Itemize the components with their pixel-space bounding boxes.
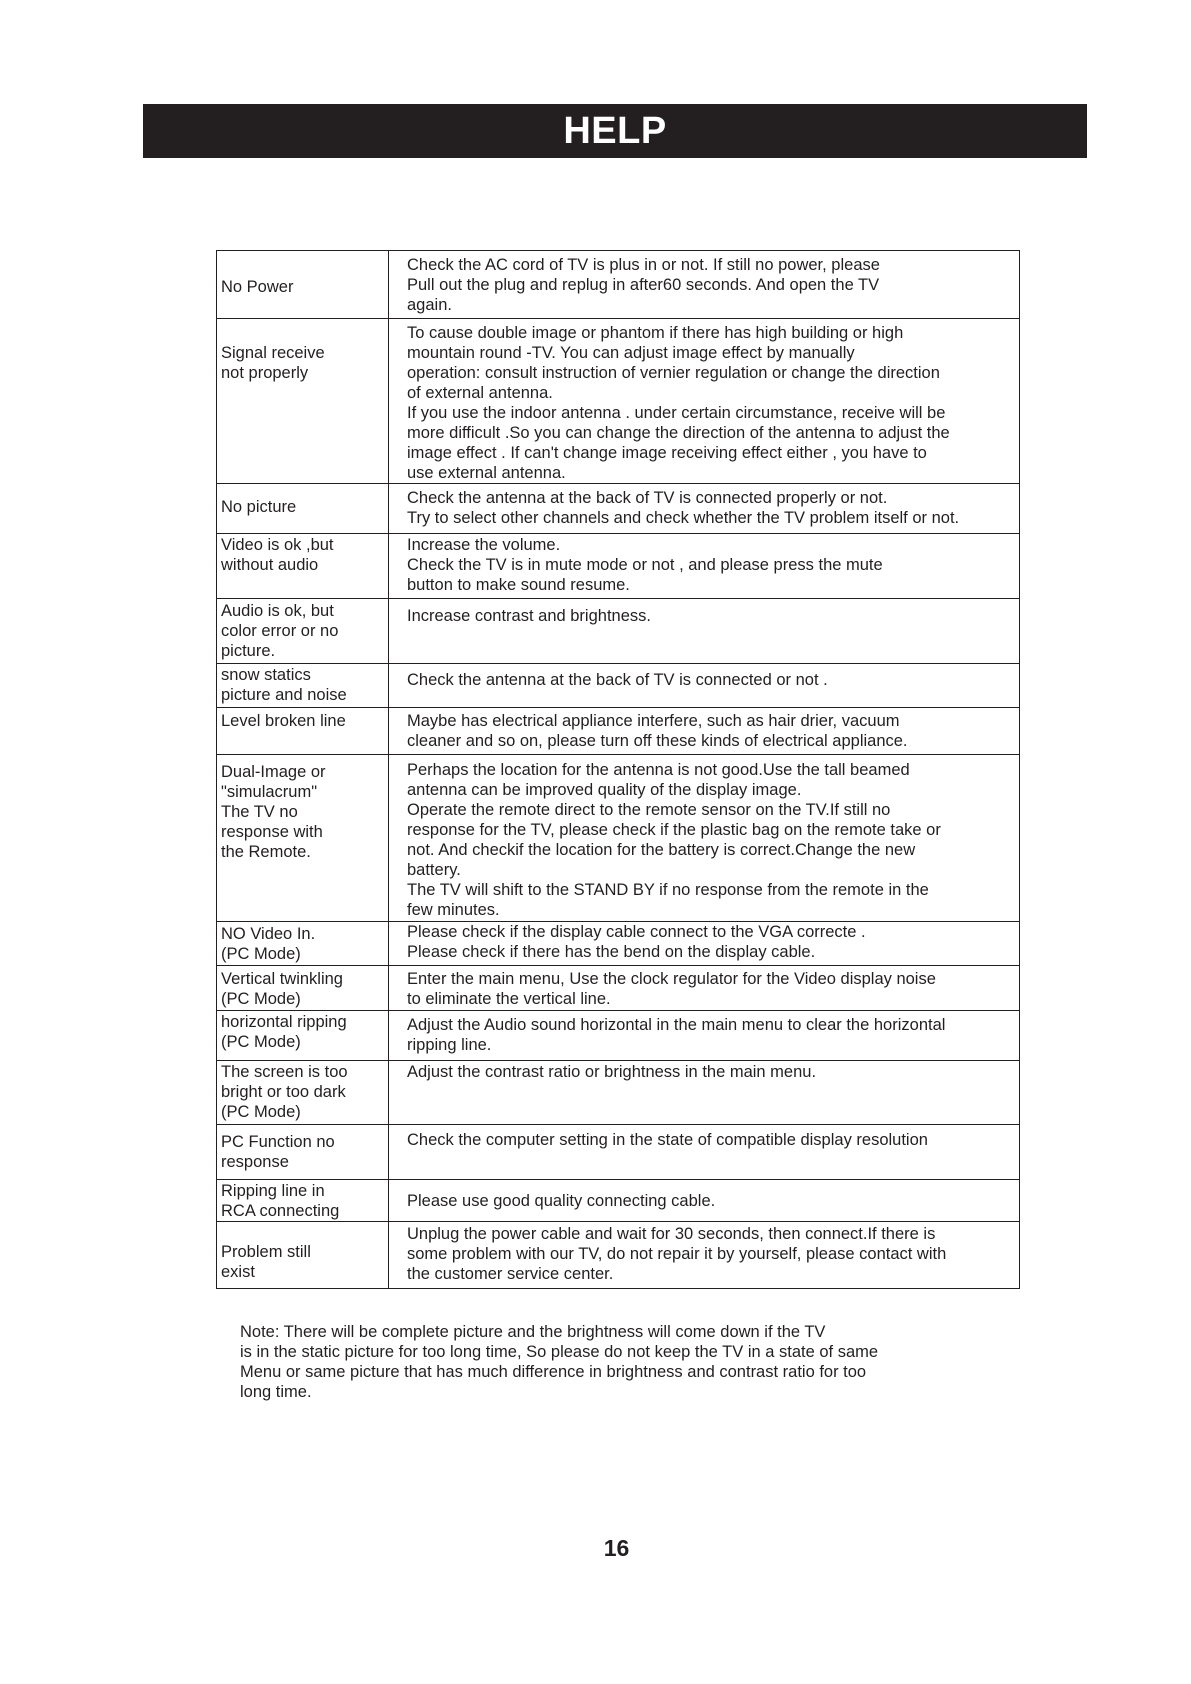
table-row	[217, 1061, 1020, 1125]
table-row	[217, 484, 1020, 534]
problem-cell: NO Video In. (PC Mode)	[217, 922, 389, 966]
problem-cell: No picture	[217, 484, 389, 534]
solution-cell: Please use good quality connecting cable.	[389, 1180, 1020, 1222]
table-row	[217, 1222, 1020, 1289]
solution-cell: Unplug the power cable and wait for 30 seconds, then connect.If there is some problem with our TV, do not repair it by yourself, please contact with the customer service center.	[389, 1222, 1020, 1289]
note-text: Note: There will be complete picture and the brightness will come down if the TV is in the static picture for too long time, So please do not keep the TV in a state of same Menu or same picture that has much difference in brightness and contrast ratio for too long time.	[240, 1323, 879, 1401]
troubleshooting-table	[216, 250, 1020, 1289]
solution-cell: Maybe has electrical appliance interfere, such as hair drier, vacuum cleaner and so on, please turn off these kinds of electrical appliance.	[389, 708, 1020, 755]
table-row	[217, 1125, 1020, 1180]
problem-cell: Dual-Image or "simulacrum" The TV no response with the Remote.	[217, 755, 389, 922]
problem-cell: Ripping line in RCA connecting	[217, 1180, 389, 1222]
table-row	[217, 599, 1020, 664]
solution-cell: To cause double image or phantom if there has high building or high mountain round -TV. You can adjust image effect by manually operation: consult instruction of vernier regulation or change the direction of external antenna. If you use the indoor antenna . under certain circumstance, receive will be more difficult .So you can change the direction of the antenna to adjust the image effect . If can't change image receiving effect either , you have to use external antenna.	[389, 319, 1020, 484]
table-row	[217, 1011, 1020, 1061]
solution-cell: Adjust the contrast ratio or brightness in the main menu.	[389, 1061, 1020, 1125]
solution-cell: Check the antenna at the back of TV is connected or not .	[389, 664, 1020, 708]
solution-cell: Perhaps the location for the antenna is not good.Use the tall beamed antenna can be improved quality of the display image. Operate the remote direct to the remote sensor on the TV.If still no response for the TV, please check if the plastic bag on the remote take or not. And checkif the location for the battery is correct.Change the new battery. The TV will shift to the STAND BY if no response from the remote in the few minutes.	[389, 755, 1020, 922]
problem-cell: Video is ok ,but without audio	[217, 534, 389, 599]
problem-cell: PC Function no response	[217, 1125, 389, 1180]
problem-cell: snow statics picture and noise	[217, 664, 389, 708]
problem-cell: Level broken line	[217, 708, 389, 755]
table-row	[217, 755, 1020, 922]
solution-cell: Enter the main menu, Use the clock regulator for the Video display noise to eliminate the vertical line.	[389, 966, 1020, 1011]
table-row	[217, 922, 1020, 966]
problem-cell: Audio is ok, but color error or no picture.	[217, 599, 389, 664]
table-row	[217, 319, 1020, 484]
solution-cell: Adjust the Audio sound horizontal in the main menu to clear the horizontal ripping line.	[389, 1011, 1020, 1061]
table-row	[217, 664, 1020, 708]
problem-cell: horizontal ripping (PC Mode)	[217, 1011, 389, 1061]
problem-cell: No Power	[217, 251, 389, 319]
table-row	[217, 708, 1020, 755]
solution-cell: Check the antenna at the back of TV is connected properly or not. Try to select other channels and check whether the TV problem itself or not.	[389, 484, 1020, 534]
solution-cell: Please check if the display cable connect to the VGA correcte . Please check if there has the bend on the display cable.	[389, 922, 1020, 966]
page-title: HELP	[563, 110, 667, 152]
table-row	[217, 1180, 1020, 1222]
table-row	[217, 251, 1020, 319]
header-bar	[143, 104, 1087, 158]
problem-cell: Problem still exist	[217, 1222, 389, 1289]
solution-cell: Check the AC cord of TV is plus in or not. If still no power, please Pull out the plug and replug in after60 seconds. And open the TV again.	[389, 251, 1020, 319]
problem-cell: The screen is too bright or too dark (PC Mode)	[217, 1061, 389, 1125]
table-row	[217, 966, 1020, 1011]
solution-cell: Increase the volume. Check the TV is in mute mode or not , and please press the mute button to make sound resume.	[389, 534, 1020, 599]
problem-cell: Vertical twinkling (PC Mode)	[217, 966, 389, 1011]
problem-cell: Signal receive not properly	[217, 319, 389, 484]
solution-cell: Check the computer setting in the state of compatible display resolution	[389, 1125, 1020, 1180]
page-number: 16	[603, 1535, 630, 1561]
solution-cell: Increase contrast and brightness.	[389, 599, 1020, 664]
table-row	[217, 534, 1020, 599]
